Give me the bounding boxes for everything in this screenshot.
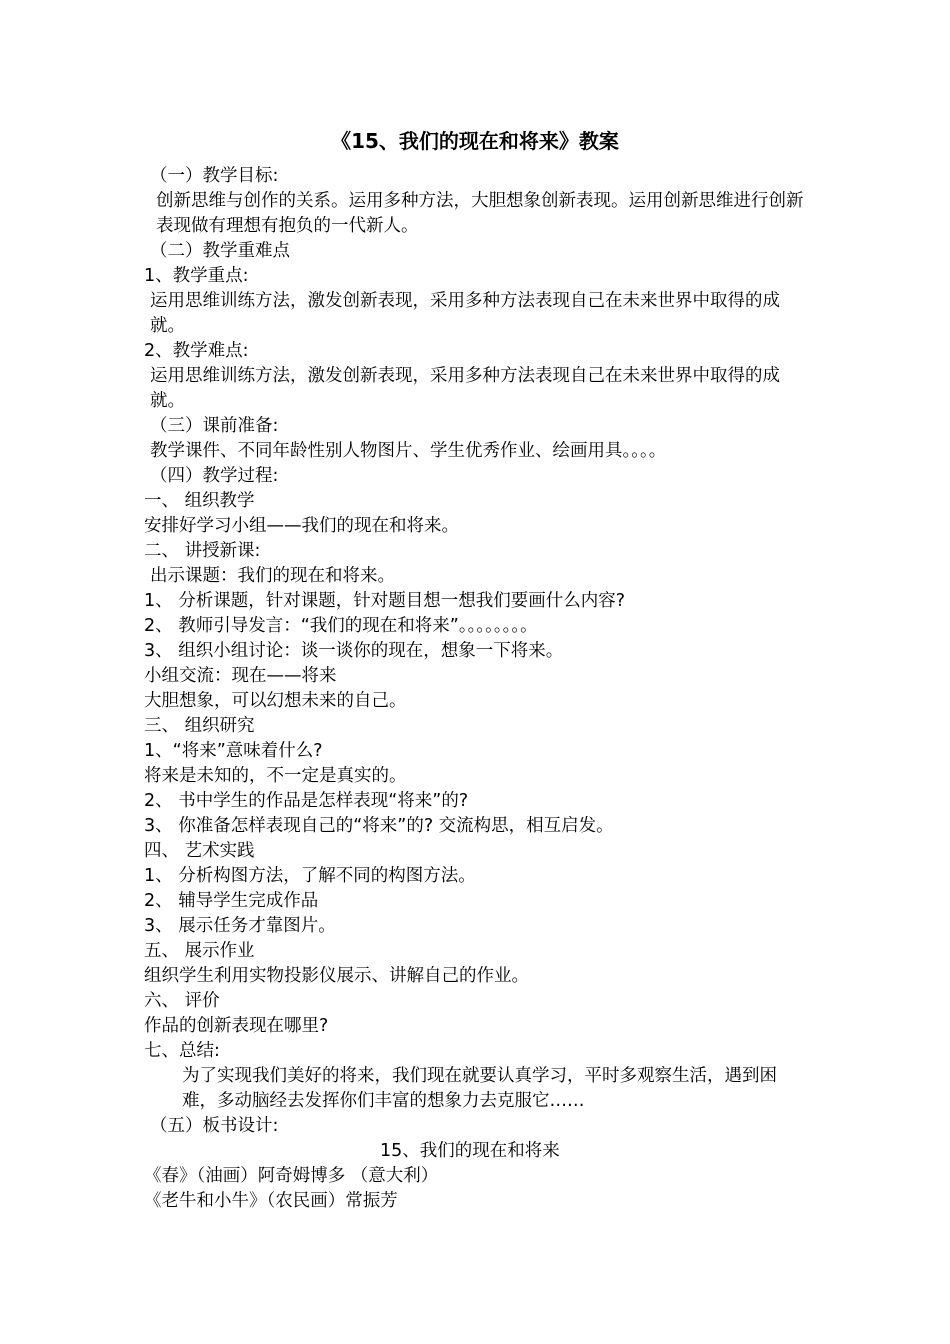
text-line: 出示课题：我们的现在和将来。 xyxy=(150,566,395,586)
text-line: 组织学生利用实物投影仪展示、讲解自己的作业。 xyxy=(144,966,529,986)
step-heading-summary: 七、总结: xyxy=(144,1041,220,1061)
list-item: 2、 书中学生的作品是怎样表现“将来”的? xyxy=(144,791,469,811)
list-item: 1、 分析构图方法，了解不同的构图方法。 xyxy=(144,866,476,886)
section-heading-process: （四）教学过程: xyxy=(150,466,279,486)
list-item: 2、 辅导学生完成作品 xyxy=(144,891,319,911)
subheading-key-point: 1、教学重点: xyxy=(144,266,249,286)
step-heading-display: 五、 展示作业 xyxy=(144,941,255,961)
subheading-difficulty: 2、教学难点: xyxy=(144,341,249,361)
document-body xyxy=(144,164,808,1214)
list-item: 1、 分析课题，针对课题，针对题目想一想我们要画什么内容? xyxy=(144,591,625,611)
list-item: 3、 你准备怎样表现自己的“将来”的? 交流构思，相互启发。 xyxy=(144,816,614,836)
artwork-reference: 《春》（油画）阿奇姆博多 （意大利） xyxy=(144,1166,439,1186)
section-heading-objectives: （一）教学目标: xyxy=(150,166,279,186)
text-line: 安排好学习小组——我们的现在和将来。 xyxy=(144,516,459,536)
step-heading-new-lesson: 二、 讲授新课: xyxy=(144,541,261,561)
list-item: 3、 展示任务才靠图片。 xyxy=(144,916,336,936)
list-item: 1、“将来”意味着什么? xyxy=(144,741,323,761)
section-heading-preparation: （三）课前准备: xyxy=(150,416,279,436)
step-heading-evaluation: 六、 评价 xyxy=(144,991,220,1011)
step-heading-research: 三、 组织研究 xyxy=(144,716,255,736)
key-point-paragraph: 运用思维训练方法，激发创新表现，采用多种方法表现自己在未来世界中取得的成就。 xyxy=(150,291,780,336)
artwork-reference: 《老牛和小牛》（农民画）常振芳 xyxy=(144,1191,398,1211)
preparation-text: 教学课件、不同年龄性别人物图片、学生优秀作业、绘画用具。。。。 xyxy=(150,441,667,461)
section-heading-key-points: （二）教学重难点 xyxy=(150,241,290,261)
summary-paragraph: 为了实现我们美好的将来，我们现在就要认真学习，平时多观察生活，遇到困难，多动脑经去发挥你们丰富的想象力去克服它…… xyxy=(182,1066,777,1111)
section-heading-board-design: （五）板书设计: xyxy=(150,1116,279,1136)
list-item: 3、 组织小组讨论：谈一谈你的现在，想象一下将来。 xyxy=(144,641,564,661)
list-item: 2、 教师引导发言：“我们的现在和将来”。。。。。。。。 xyxy=(144,616,538,636)
difficulty-paragraph: 运用思维训练方法，激发创新表现，采用多种方法表现自己在未来世界中取得的成就。 xyxy=(150,366,780,411)
text-line: 将来是未知的，不一定是真实的。 xyxy=(144,766,407,786)
board-title: 15、我们的现在和将来 xyxy=(380,1141,560,1161)
step-heading-organize: 一、 组织教学 xyxy=(144,491,255,511)
objectives-paragraph: 创新思维与创作的关系。运用多种方法，大胆想象创新表现。运用创新思维进行创新表现做有理想有抱负的一代新人。 xyxy=(156,191,804,236)
text-line: 作品的创新表现在哪里? xyxy=(144,1016,329,1036)
text-line: 大胆想象，可以幻想未来的自己。 xyxy=(144,691,407,711)
step-heading-practice: 四、 艺术实践 xyxy=(144,841,255,861)
document-title: 《15、我们的现在和将来》教案 xyxy=(331,129,619,153)
text-line: 小组交流：现在——将来 xyxy=(144,666,337,686)
